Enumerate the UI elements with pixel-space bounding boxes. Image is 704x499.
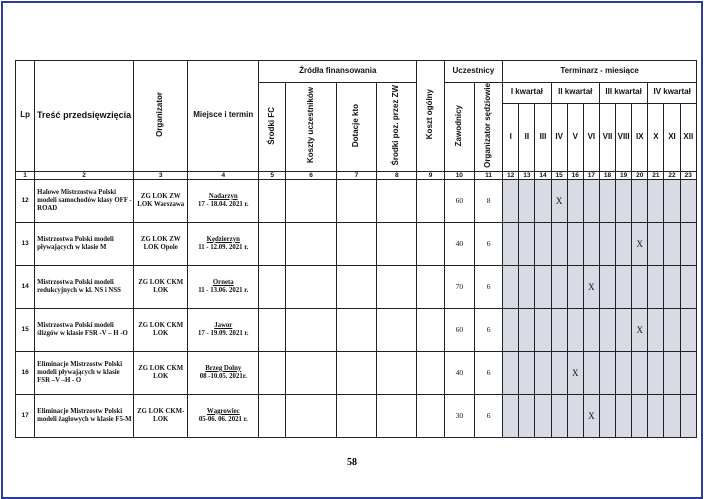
month-1: I bbox=[503, 103, 519, 171]
month-3: III bbox=[535, 103, 551, 171]
month-cell bbox=[599, 308, 615, 351]
month-cell bbox=[567, 222, 583, 265]
table-row bbox=[16, 308, 697, 351]
miejsce-header: Miejsce i termin bbox=[188, 61, 259, 172]
row-event-name: Eliminacje Mistrzostw Polski modeli pływających w klasie FSR –V –H - O bbox=[35, 351, 134, 394]
month-cell bbox=[503, 265, 519, 308]
row-place-date bbox=[188, 351, 259, 394]
row-zawodnicy: 60 bbox=[444, 179, 474, 222]
month-cell bbox=[551, 265, 567, 308]
row-event-name: Mistrzostwa Polski modeli ślizgów w klasie FSR -V – H -O bbox=[35, 308, 134, 351]
month-9: IX bbox=[632, 103, 648, 171]
row-koszt-ogolny bbox=[417, 222, 444, 265]
column-number: 19 bbox=[616, 171, 632, 179]
column-number: 17 bbox=[583, 171, 599, 179]
month-cell bbox=[535, 179, 551, 222]
month-cell bbox=[535, 351, 551, 394]
month-cell bbox=[599, 179, 615, 222]
row-zawodnicy: 70 bbox=[444, 265, 474, 308]
month-cell bbox=[535, 265, 551, 308]
quarter-4: IV kwartał bbox=[648, 83, 697, 104]
month-cell: X bbox=[583, 394, 599, 437]
row-sedziowie: 6 bbox=[474, 394, 502, 437]
row-srodki-zw bbox=[377, 308, 417, 351]
row-srodki-zw bbox=[377, 222, 417, 265]
month-cell bbox=[599, 351, 615, 394]
terminarz-header: Terminarz - miesiące bbox=[503, 61, 697, 83]
month-cell bbox=[551, 222, 567, 265]
row-lp: 14 bbox=[16, 265, 35, 308]
column-number: 10 bbox=[444, 171, 474, 179]
event-plan-table bbox=[15, 60, 697, 438]
month-cell bbox=[599, 222, 615, 265]
column-number: 1 bbox=[16, 171, 35, 179]
month-cell bbox=[648, 222, 664, 265]
row-event-name: Mistrzostwa Polski modeli pływających w klasie M bbox=[35, 222, 134, 265]
month-cell bbox=[664, 179, 680, 222]
column-number: 9 bbox=[417, 171, 444, 179]
row-dotacje bbox=[336, 351, 376, 394]
column-number: 21 bbox=[648, 171, 664, 179]
month-cell: X bbox=[551, 179, 567, 222]
month-cell bbox=[664, 308, 680, 351]
koszty-header bbox=[286, 83, 336, 172]
month-cell bbox=[503, 351, 519, 394]
month-cell bbox=[567, 394, 583, 437]
column-number: 15 bbox=[551, 171, 567, 179]
koszt-ogolny-header bbox=[417, 61, 444, 172]
srodki-zw-label: Środki poz. przez ZW bbox=[391, 85, 401, 166]
month-cell bbox=[567, 179, 583, 222]
month-cell bbox=[680, 394, 696, 437]
month-cell bbox=[648, 308, 664, 351]
row-event-name: Eliminacje Mistrzostw Polski modeli żaglowych w klasie F5-M bbox=[35, 394, 134, 437]
organizator-header bbox=[134, 61, 188, 172]
row-organizer: ZG LOK ZW LOK Opole bbox=[134, 222, 188, 265]
row-place: Brzeg Dolny bbox=[205, 364, 242, 372]
row-organizer: ZG LOK CKM LOK bbox=[134, 308, 188, 351]
month-cell bbox=[664, 222, 680, 265]
sedziowie-header bbox=[474, 83, 502, 172]
month-12: XII bbox=[680, 103, 696, 171]
month-cell bbox=[583, 351, 599, 394]
month-cell bbox=[551, 394, 567, 437]
month-cell bbox=[616, 351, 632, 394]
row-lp: 16 bbox=[16, 351, 35, 394]
row-date: 11 - 13.06. 2021 r. bbox=[198, 286, 249, 294]
row-dotacje bbox=[336, 179, 376, 222]
row-koszty bbox=[286, 265, 336, 308]
row-place-date bbox=[188, 222, 259, 265]
month-cell bbox=[648, 265, 664, 308]
lp-header: Lp bbox=[16, 61, 35, 172]
row-date: 11 - 12.09. 2021 r. bbox=[198, 243, 249, 251]
month-cell bbox=[648, 351, 664, 394]
month-11: XI bbox=[664, 103, 680, 171]
row-place-date bbox=[188, 265, 259, 308]
row-place: Orneta bbox=[212, 278, 234, 286]
row-zawodnicy: 40 bbox=[444, 351, 474, 394]
month-cell bbox=[664, 394, 680, 437]
month-cell bbox=[648, 394, 664, 437]
month-cell bbox=[632, 179, 648, 222]
column-numbers bbox=[16, 171, 697, 179]
month-cell: X bbox=[632, 222, 648, 265]
srodki-fc-label: Środki FC bbox=[266, 106, 276, 145]
tresc-header: Treść przedsięwzięcia bbox=[35, 61, 134, 172]
row-dotacje bbox=[336, 308, 376, 351]
koszt-ogolny-label: Koszt ogólny bbox=[425, 89, 435, 140]
column-number: 13 bbox=[519, 171, 535, 179]
month-cell: X bbox=[567, 351, 583, 394]
row-sedziowie: 8 bbox=[474, 179, 502, 222]
table-row bbox=[16, 394, 697, 437]
month-cell bbox=[567, 308, 583, 351]
column-number: 22 bbox=[664, 171, 680, 179]
column-number: 8 bbox=[377, 171, 417, 179]
row-lp: 12 bbox=[16, 179, 35, 222]
row-srodki-fc bbox=[259, 351, 286, 394]
quarter-3: III kwartał bbox=[599, 83, 647, 104]
column-number: 2 bbox=[35, 171, 134, 179]
row-place: Kędzierzyn bbox=[206, 235, 240, 243]
row-koszty bbox=[286, 394, 336, 437]
row-sedziowie: 6 bbox=[474, 351, 502, 394]
row-date: 05-06. 06. 2021 r. bbox=[198, 415, 248, 423]
month-cell bbox=[583, 179, 599, 222]
row-place-date bbox=[188, 308, 259, 351]
row-organizer: ZG LOK ZW LOK Warszawa bbox=[134, 179, 188, 222]
row-lp: 15 bbox=[16, 308, 35, 351]
row-koszt-ogolny bbox=[417, 351, 444, 394]
month-cell bbox=[632, 394, 648, 437]
month-cell bbox=[535, 222, 551, 265]
month-5: V bbox=[567, 103, 583, 171]
row-koszty bbox=[286, 308, 336, 351]
row-place: Jawor bbox=[214, 321, 233, 329]
row-koszty bbox=[286, 351, 336, 394]
month-cell bbox=[616, 265, 632, 308]
table-row bbox=[16, 265, 697, 308]
row-koszty bbox=[286, 222, 336, 265]
month-cell bbox=[632, 351, 648, 394]
row-koszty bbox=[286, 179, 336, 222]
month-cell bbox=[503, 308, 519, 351]
table-row bbox=[16, 222, 697, 265]
month-cell bbox=[680, 265, 696, 308]
row-dotacje bbox=[336, 222, 376, 265]
month-2: II bbox=[519, 103, 535, 171]
row-srodki-fc bbox=[259, 222, 286, 265]
koszty-label: Koszty uczestników bbox=[305, 87, 315, 164]
month-cell bbox=[519, 351, 535, 394]
month-cell bbox=[680, 179, 696, 222]
month-cell bbox=[664, 351, 680, 394]
month-cell bbox=[680, 308, 696, 351]
month-cell bbox=[680, 351, 696, 394]
column-number: 20 bbox=[632, 171, 648, 179]
organizator-header-label: Organizator bbox=[155, 92, 165, 137]
month-cell bbox=[567, 265, 583, 308]
month-cell bbox=[616, 179, 632, 222]
row-koszt-ogolny bbox=[417, 308, 444, 351]
zawodnicy-header bbox=[444, 83, 474, 172]
month-cell bbox=[664, 265, 680, 308]
dotacje-label: Dotacje kto bbox=[351, 103, 360, 148]
row-place: Nadarzyn bbox=[208, 192, 238, 200]
quarter-1: I kwartał bbox=[503, 83, 551, 104]
column-number: 14 bbox=[535, 171, 551, 179]
row-koszt-ogolny bbox=[417, 394, 444, 437]
quarter-2: II kwartał bbox=[551, 83, 599, 104]
column-number: 7 bbox=[336, 171, 376, 179]
column-number-row bbox=[16, 171, 697, 179]
row-place-date bbox=[188, 394, 259, 437]
column-number: 5 bbox=[259, 171, 286, 179]
month-cell bbox=[551, 351, 567, 394]
column-number: 3 bbox=[134, 171, 188, 179]
month-cell bbox=[616, 394, 632, 437]
month-cell bbox=[503, 179, 519, 222]
month-cell bbox=[519, 265, 535, 308]
month-cell bbox=[616, 308, 632, 351]
row-organizer: ZG LOK CKM LOK bbox=[134, 351, 188, 394]
column-number: 12 bbox=[503, 171, 519, 179]
month-cell bbox=[599, 265, 615, 308]
dotacje-header bbox=[336, 83, 376, 172]
row-organizer: ZG LOK CKM-LOK bbox=[134, 394, 188, 437]
row-srodki-fc bbox=[259, 394, 286, 437]
zawodnicy-label: Zawodnicy bbox=[453, 104, 463, 147]
column-number: 23 bbox=[680, 171, 696, 179]
month-cell bbox=[632, 265, 648, 308]
table-row bbox=[16, 351, 697, 394]
srodki-fc-header bbox=[259, 83, 286, 172]
month-cell bbox=[680, 222, 696, 265]
row-srodki-zw bbox=[377, 394, 417, 437]
zrodla-header: Źródła finansowania bbox=[259, 61, 417, 83]
month-cell bbox=[648, 179, 664, 222]
column-number: 6 bbox=[286, 171, 336, 179]
row-dotacje bbox=[336, 394, 376, 437]
page-number: 58 bbox=[347, 457, 357, 468]
column-number: 4 bbox=[188, 171, 259, 179]
row-date: 17 - 19.09. 2021 r. bbox=[198, 329, 249, 337]
row-dotacje bbox=[336, 265, 376, 308]
row-zawodnicy: 40 bbox=[444, 222, 474, 265]
row-place-date bbox=[188, 179, 259, 222]
row-organizer: ZG LOK CKM LOK bbox=[134, 265, 188, 308]
month-10: X bbox=[648, 103, 664, 171]
uczestnicy-header: Uczestnicy bbox=[444, 61, 503, 83]
month-cell: X bbox=[583, 265, 599, 308]
row-koszt-ogolny bbox=[417, 179, 444, 222]
month-cell bbox=[583, 308, 599, 351]
srodki-zw-header bbox=[377, 83, 417, 172]
month-cell bbox=[519, 179, 535, 222]
month-cell bbox=[519, 394, 535, 437]
row-place: Wągrowiec bbox=[206, 407, 240, 415]
row-sedziowie: 6 bbox=[474, 222, 502, 265]
month-7: VII bbox=[599, 103, 615, 171]
row-date: 08 -10.05. 2021r. bbox=[199, 372, 247, 380]
month-cell bbox=[519, 222, 535, 265]
row-event-name: Halowe Mistrzostwa Polski modeli samochodów klasy OFF - ROAD bbox=[35, 179, 134, 222]
month-cell bbox=[535, 308, 551, 351]
column-number: 16 bbox=[567, 171, 583, 179]
row-lp: 17 bbox=[16, 394, 35, 437]
row-zawodnicy: 60 bbox=[444, 308, 474, 351]
month-8: VIII bbox=[616, 103, 632, 171]
month-cell bbox=[551, 308, 567, 351]
row-date: 17 - 18.04. 2021 r. bbox=[198, 200, 249, 208]
row-srodki-fc bbox=[259, 308, 286, 351]
row-srodki-zw bbox=[377, 265, 417, 308]
month-cell bbox=[503, 222, 519, 265]
month-cell bbox=[616, 222, 632, 265]
month-cell bbox=[503, 394, 519, 437]
month-cell bbox=[535, 394, 551, 437]
row-srodki-fc bbox=[259, 179, 286, 222]
sedziowie-label: Organizator sędziowie bbox=[483, 83, 493, 168]
event-rows bbox=[16, 179, 697, 437]
month-cell bbox=[519, 308, 535, 351]
row-srodki-zw bbox=[377, 179, 417, 222]
row-lp: 13 bbox=[16, 222, 35, 265]
row-zawodnicy: 30 bbox=[444, 394, 474, 437]
row-srodki-fc bbox=[259, 265, 286, 308]
row-koszt-ogolny bbox=[417, 265, 444, 308]
row-sedziowie: 6 bbox=[474, 308, 502, 351]
column-number: 11 bbox=[474, 171, 502, 179]
table-row bbox=[16, 179, 697, 222]
row-sedziowie: 6 bbox=[474, 265, 502, 308]
month-cell bbox=[583, 222, 599, 265]
column-number: 18 bbox=[599, 171, 615, 179]
row-event-name: Mistrzostwa Polski modeli redukcyjnych w kl. NS i NSS bbox=[35, 265, 134, 308]
month-cell bbox=[599, 394, 615, 437]
month-cell: X bbox=[632, 308, 648, 351]
month-4: IV bbox=[551, 103, 567, 171]
row-srodki-zw bbox=[377, 351, 417, 394]
month-6: VI bbox=[583, 103, 599, 171]
